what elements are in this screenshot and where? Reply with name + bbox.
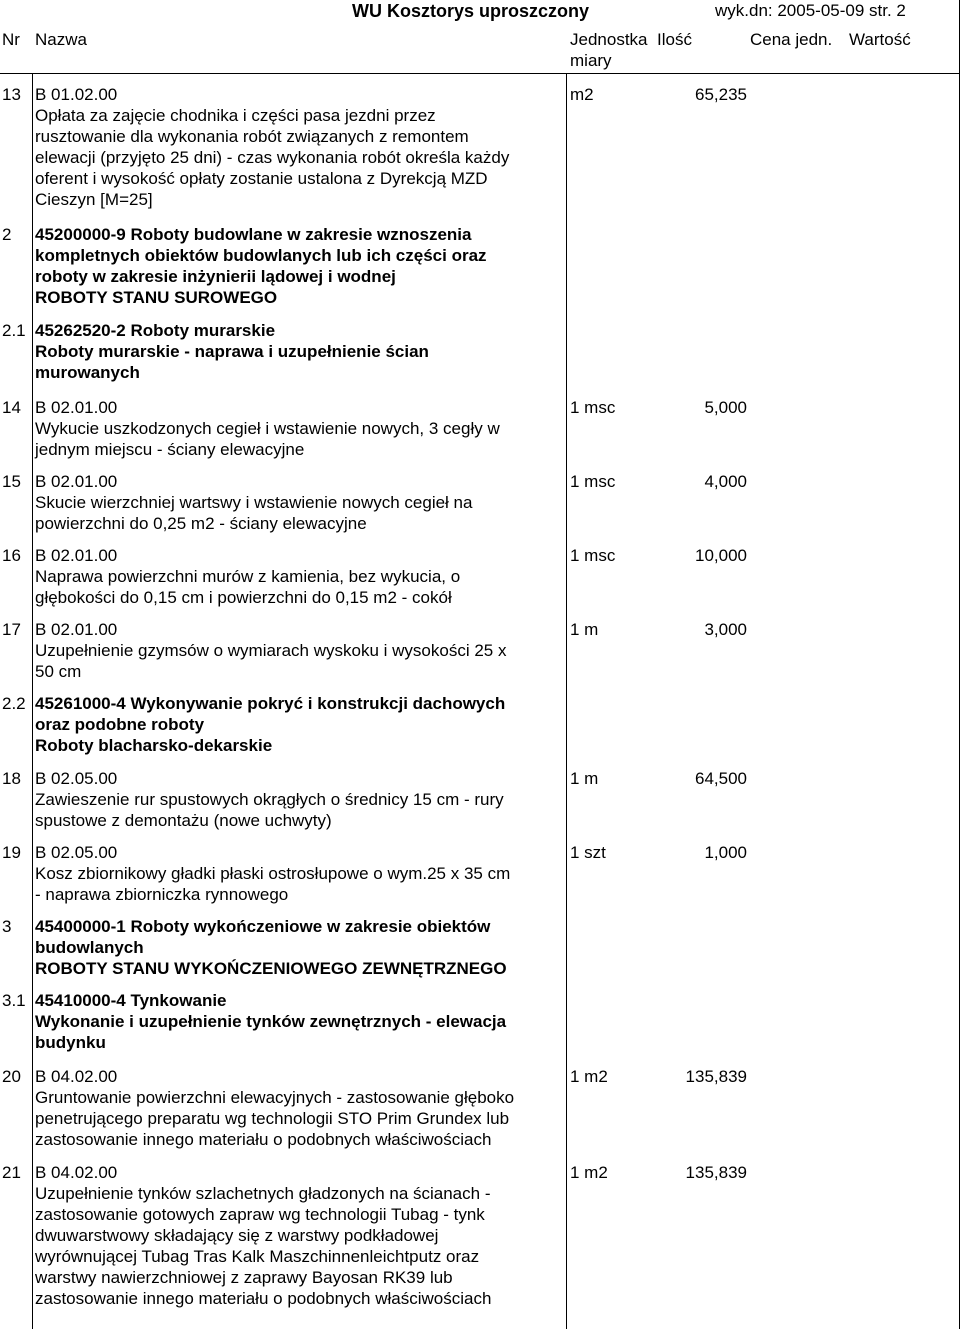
description-line: 45410000-4 Tynkowanie: [35, 991, 227, 1010]
item-description: [35, 693, 565, 756]
item-number: 13: [2, 85, 21, 104]
nr-column-rule: [32, 73, 33, 1329]
description-line: Uzupełnienie gzymsów o wymiarach wyskoku i wysokości 25 x: [35, 641, 507, 660]
item-number: 20: [2, 1067, 21, 1086]
item-unit: 1 m2: [570, 1163, 608, 1182]
col-header-value: Wartość: [849, 30, 911, 49]
item-quantity: 10,000: [695, 546, 747, 565]
item-quantity: 135,839: [685, 1067, 747, 1086]
item-number: 2: [2, 225, 12, 244]
item-description: [35, 545, 565, 608]
item-number: 17: [2, 620, 21, 639]
description-line: Wykucie uszkodzonych cegieł i wstawienie nowych, 3 cegły w: [35, 419, 500, 438]
item-quantity: 4,000: [704, 472, 747, 491]
col-header-unit-line1: Jednostka: [570, 30, 648, 49]
item-unit: 1 m2: [570, 1067, 608, 1086]
item-description: [35, 916, 565, 979]
item-number: 15: [2, 472, 21, 491]
item-description: [35, 320, 565, 383]
description-line: spustowe z demontażu (nowe uchwyty): [35, 811, 332, 830]
item-description: [35, 224, 565, 308]
item-description: [35, 471, 565, 534]
item-quantity: 135,839: [685, 1163, 747, 1182]
item-code: B 02.05.00: [35, 769, 118, 788]
item-description: [35, 397, 565, 460]
description-line: roboty w zakresie inżynierii lądowej i wodnej: [35, 267, 396, 286]
description-line: budowlanych: [35, 938, 144, 957]
item-quantity: 1,000: [704, 843, 747, 862]
item-quantity: 3,000: [704, 620, 747, 639]
item-number: 2.2: [2, 694, 26, 713]
item-number: 3.1: [2, 991, 26, 1010]
description-line: budynku: [35, 1033, 106, 1052]
item-code: B 04.02.00: [35, 1163, 118, 1182]
item-unit: 1 m: [570, 769, 599, 788]
description-line: Roboty blacharsko-dekarskie: [35, 736, 273, 755]
item-description: [35, 1066, 565, 1150]
item-description: [35, 990, 565, 1053]
item-code: B 01.02.00: [35, 85, 118, 104]
description-line: dwuwarstwowy składający się z warstwy podkładowej: [35, 1226, 439, 1245]
description-line: kompletnych obiektów budowlanych lub ich części oraz: [35, 246, 487, 265]
description-line: Skucie wierzchniej wartswy i wstawienie nowych cegieł na: [35, 493, 473, 512]
item-unit: 1 m: [570, 620, 599, 639]
item-unit: 1 msc: [570, 398, 616, 417]
description-line: Wykonanie i uzupełnienie tynków zewnętrznych - elewacja: [35, 1012, 507, 1031]
description-line: Opłata za zajęcie chodnika i części pasa jezdni przez: [35, 106, 436, 125]
description-line: Cieszyn [M=25]: [35, 190, 153, 209]
col-header-unit: [570, 29, 648, 71]
header-rule: [0, 73, 960, 74]
item-quantity: 65,235: [695, 85, 747, 104]
col-header-nr: Nr: [2, 30, 20, 49]
item-number: 2.1: [2, 321, 26, 340]
item-number: 18: [2, 769, 21, 788]
col-header-price: Cena jedn.: [750, 30, 833, 49]
description-line: murowanych: [35, 363, 140, 382]
description-line: jednym miejscu - ściany elewacyjne: [35, 440, 305, 459]
description-line: 45200000-9 Roboty budowlane w zakresie wznoszenia: [35, 225, 472, 244]
item-description: [35, 768, 565, 831]
item-number: 16: [2, 546, 21, 565]
description-line: 45261000-4 Wykonywanie pokryć i konstrukcji dachowych: [35, 694, 506, 713]
description-line: zastosowanie gotowych zapraw wg technologii Tubag - tynk: [35, 1205, 485, 1224]
description-line: Kosz zbiornikowy gładki płaski ostrosłupowe o wym.25 x 35 cm: [35, 864, 511, 883]
item-code: B 02.01.00: [35, 546, 118, 565]
item-description: [35, 619, 565, 682]
item-number: 21: [2, 1163, 21, 1182]
item-unit: 1 szt: [570, 843, 606, 862]
description-line: 45262520-2 Roboty murarskie: [35, 321, 276, 340]
col-header-unit-line2: miary: [570, 51, 612, 70]
col-header-qty: Ilość: [657, 30, 692, 49]
date-and-page: wyk.dn: 2005-05-09 str. 2: [715, 1, 906, 20]
description-line: - naprawa zbiorniczka rynnowego: [35, 885, 289, 904]
item-unit: m2: [570, 85, 594, 104]
item-unit: 1 msc: [570, 546, 616, 565]
item-quantity: 64,500: [695, 769, 747, 788]
description-line: warstwy nawierzchniowej z zaprawy Bayosan RK39 lub: [35, 1268, 453, 1287]
item-code: B 02.01.00: [35, 398, 118, 417]
name-column-rule: [566, 73, 567, 1329]
description-line: rusztowanie dla wykonania robót związanych z remontem: [35, 127, 469, 146]
description-line: 45400000-1 Roboty wykończeniowe w zakresie obiektów: [35, 917, 491, 936]
description-line: Gruntowanie powierzchni elewacyjnych - zastosowanie głęboko: [35, 1088, 515, 1107]
item-code: B 02.01.00: [35, 620, 118, 639]
item-code: B 04.02.00: [35, 1067, 118, 1086]
item-code: B 02.05.00: [35, 843, 118, 862]
item-unit: 1 msc: [570, 472, 616, 491]
item-quantity: 5,000: [704, 398, 747, 417]
description-line: oraz podobne roboty: [35, 715, 205, 734]
description-line: głębokości do 0,15 cm i powierzchni do 0,15 m2 - cokół: [35, 588, 452, 607]
description-line: penetrującego preparatu wg technologii STO Prim Grundex lub: [35, 1109, 510, 1128]
item-code: B 02.01.00: [35, 472, 118, 491]
col-header-name: Nazwa: [35, 30, 87, 49]
description-line: zastosowanie innego materiału o podobnych właściwościach: [35, 1130, 492, 1149]
item-number: 14: [2, 398, 21, 417]
item-description: [35, 842, 565, 905]
description-line: Roboty murarskie - naprawa i uzupełnienie ścian: [35, 342, 429, 361]
item-number: 19: [2, 843, 21, 862]
item-description: [35, 84, 565, 210]
description-line: Uzupełnienie tynków szlachetnych gładzonych na ścianach -: [35, 1184, 491, 1203]
description-line: ROBOTY STANU SUROWEGO: [35, 288, 278, 307]
item-number: 3: [2, 917, 12, 936]
description-line: Naprawa powierzchni murów z kamienia, bez wykucia, o: [35, 567, 461, 586]
description-line: wyrównującej Tubag Tras Kalk Maszchinnenleichtputz oraz: [35, 1247, 480, 1266]
description-line: elewacji (przyjęto 25 dni) - czas wykonania robót określa każdy: [35, 148, 510, 167]
description-line: powierzchni do 0,25 m2 - ściany elewacyjne: [35, 514, 367, 533]
document-title: WU Kosztorys uproszczony: [352, 1, 590, 21]
description-line: ROBOTY STANU WYKOŃCZENIOWEGO ZEWNĘTRZNEGO: [35, 959, 507, 978]
description-line: 50 cm: [35, 662, 82, 681]
item-description: [35, 1162, 565, 1309]
description-line: oferent i wysokość opłaty zostanie ustalona z Dyrekcją MZD: [35, 169, 488, 188]
description-line: Zawieszenie rur spustowych okrągłych o średnicy 15 cm - rury: [35, 790, 504, 809]
description-line: zastosowanie innego materiału o podobnych właściwościach: [35, 1289, 492, 1308]
